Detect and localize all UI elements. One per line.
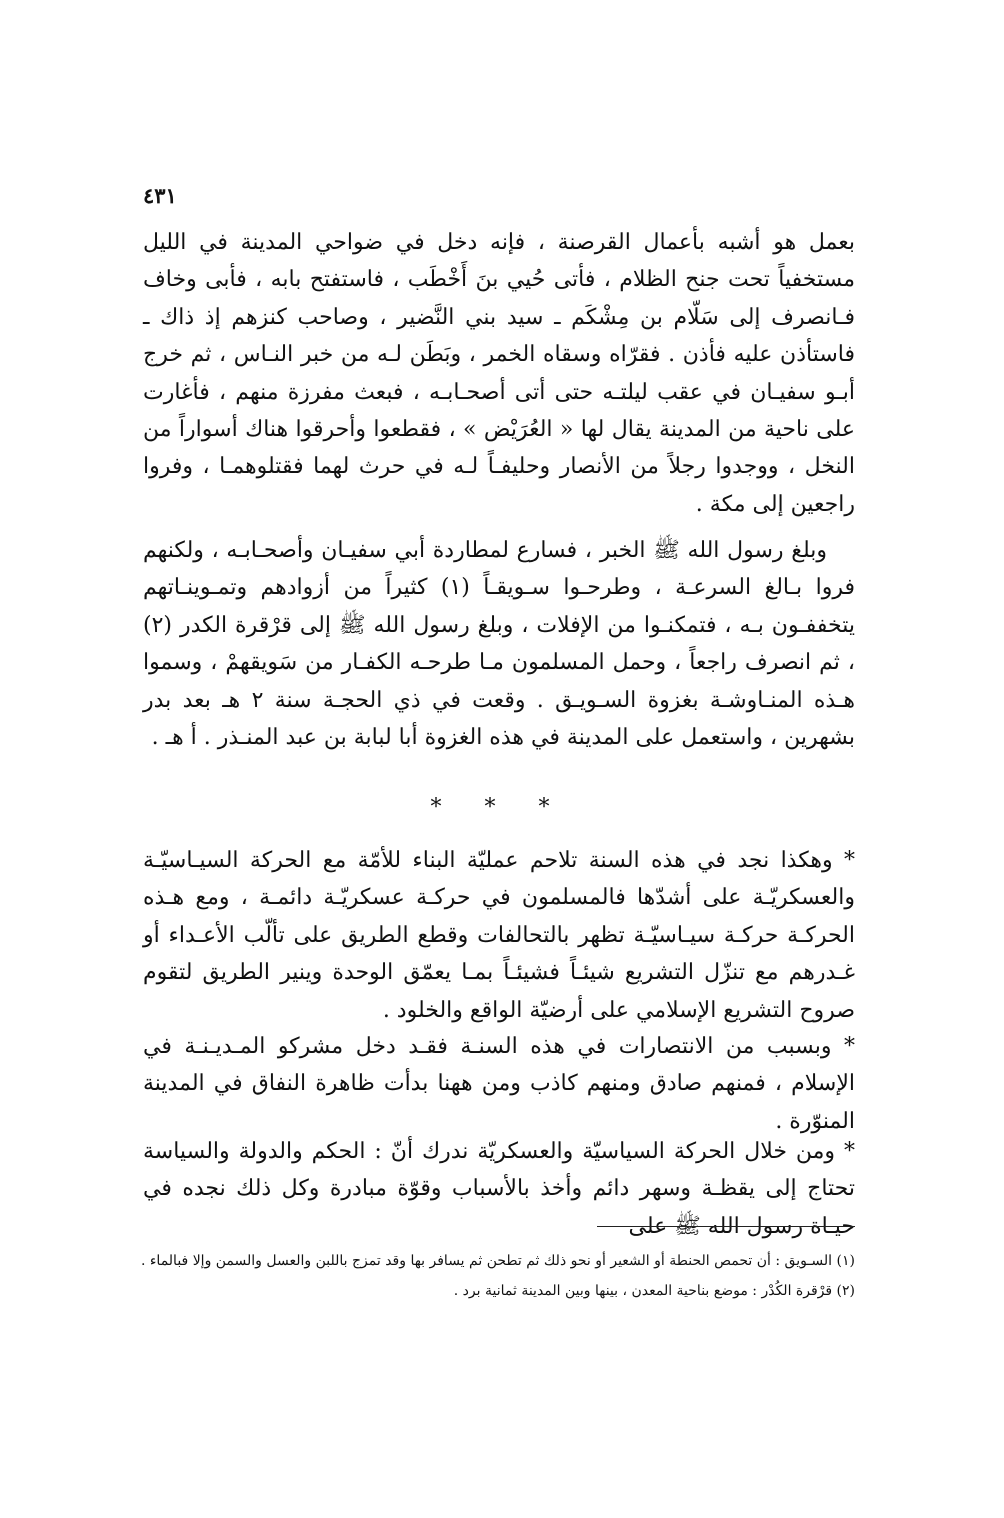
footnote-2: (٢) قرْقرة الكُدْر : موضع بناحية المعدن ، بينها وبين المدينة ثمانية برد . <box>453 1283 855 1299</box>
body-paragraph <box>143 842 855 1029</box>
footnote-divider <box>597 1226 855 1227</box>
paragraph-text: بعمل هو أشبه بأعمال القرصنة ، فإنه دخل في ضواحي المدينة في الليل مستخفياً تحت جنح الظلام ، فأتى حُيي بنَ أَخْطَب ، فاستفتح بابه ، فأبى وخاف فـانصرف إلى سَلّام بن مِشْكَم ـ سيد بني النَّضير ، وصاحب كنزهم إذ ذاك ـ فاستأذن عليه فأذن . فقرّاه وسقاه الخمر ، وبَطَن لـه من خبر النـاس ، ثم خرج أبـو سفيـان في عقب ليلتـه حتى أتى أصحـابـه ، فبعث مفرزة منهم ، فأغارت على ناحية من المدينة يقال لها « العُرَيْض » ، فقطعوا وأحرقوا هناك أسواراً من النخل ، ووجدوا رجلاً من الأنصار وحليفـاً لـه في حرث لهما فقتلوهمـا ، وفروا راجعين إلى مكة . <box>143 230 855 517</box>
paragraph-text: * ومن خلال الحركة السياسيّة والعسكريّة ندرك أنّ : الحكم والدولة والسياسة تحتاج إلى يقظـة وسهر دائم وأخذ بالأسباب وقوّة مبادرة وكل ذلك نجده في حيـاة رسول الله ﷺ على <box>143 1139 855 1239</box>
footnotes <box>140 1246 855 1306</box>
paragraph-text: * وهكذا نجد في هذه السنة تلاحم عمليّة البناء للأمّة مع الحركة السيـاسيّـة والعسكريّـة على أشدّها فالمسلمون في حركـة عسكريّـة دائمـة ، ومع هـذه الحركـة حركـة سيـاسيّـة تظهر بالتحالفات وقطع الطريق على تألّب الأعـداء أو غـدرهم مع تنزّل التشريع شيئـاً فشيئـاً بمـا يعمّق الوحدة وينير الطريق لتقوم صروح التشريع الإسلامي على أرضيّة الواقع والخلود . <box>143 848 855 1023</box>
section-separator: * * * <box>430 795 568 820</box>
body-paragraph <box>143 532 855 756</box>
body-paragraph <box>143 1028 855 1140</box>
paragraph-text: * وبسبب من الانتصارات في هذه السنـة فقـد دخل مشركو المـديـنـة في الإسلام ، فمنهم صادق ومنهم كاذب ومن ههنا بدأت ظاهرة النفاق في المدينة المنوّرة . <box>143 1034 855 1134</box>
paragraph-text: وبلغ رسول الله ﷺ الخبر ، فسارع لمطاردة أبي سفيـان وأصحـابـه ، ولكنهم فروا بـالغ السرعـة ، وطرحـوا سـويقـاً (١) كثيراً من أزوادهم وتمـوينـاتهم يتخففـون بـه ، فتمكنـوا من الإفلات ، وبلغ رسول الله ﷺ إلى قرْقرة الكدر (٢) ، ثم انصرف راجعاً ، وحمل المسلمون مـا طرحـه الكفـار من سَويقهمْ ، وسموا هـذه المنـاوشـة بغزوة السـويـق . وقعت في ذي الحجـة سنة ٢ هـ بعد بدر بشهرين ، واستعمل على المدينة في هذه الغزوة أبا لبابة بن عبد المنـذر . أ هـ . <box>143 538 855 751</box>
body-paragraph <box>143 224 855 523</box>
footnote-1: (١) السـويق : أن تحمص الحنطة أو الشعير أو نحو ذلك ثم تطحن ثم يسافر بها وقد تمزج باللبن والعسل والسمن وإلا فبالماء . <box>140 1253 855 1269</box>
body-paragraph <box>143 1133 855 1245</box>
page-number: ٤٣١ <box>143 183 177 208</box>
